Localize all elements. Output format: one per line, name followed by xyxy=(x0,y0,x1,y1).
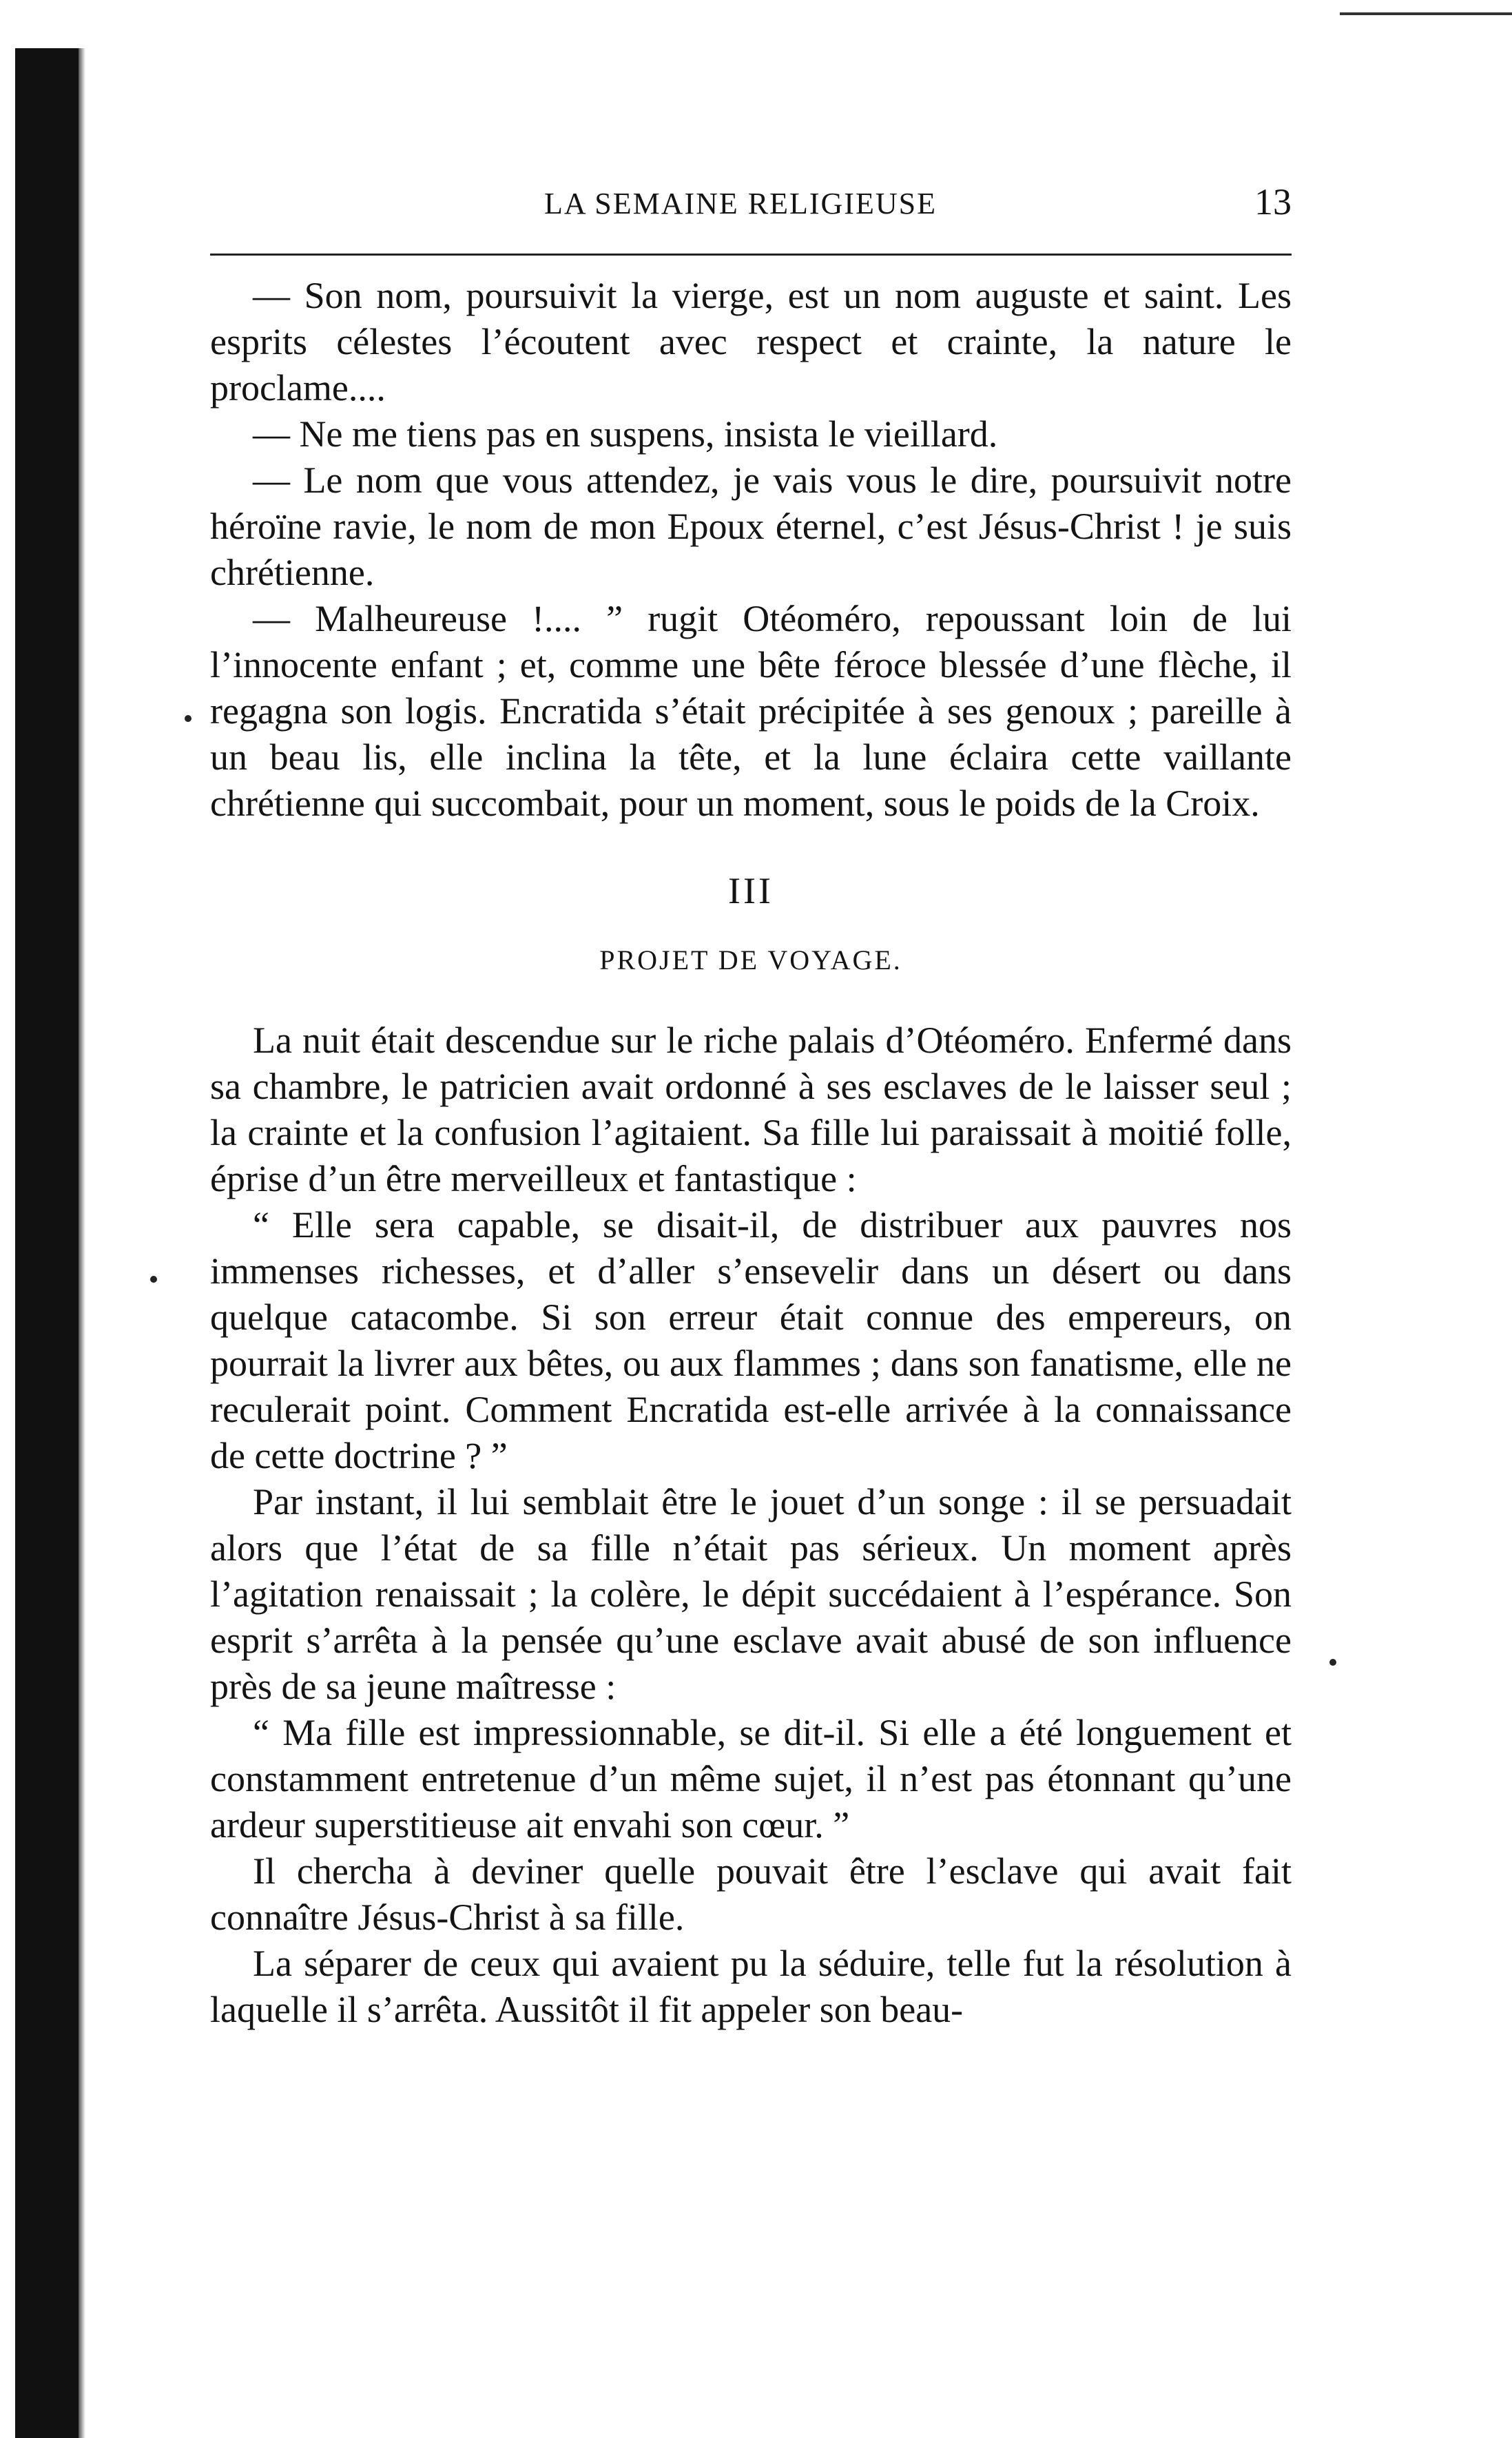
margin-speck xyxy=(185,715,191,722)
section-title: PROJET DE VOYAGE. xyxy=(599,944,902,975)
paragraph: Il chercha à deviner quelle pouvait être l’esclave qui avait fait connaître Jésus-Christ à sa fille. xyxy=(210,1850,1292,1938)
paragraph: “ Elle sera capable, se disait-il, de distribuer aux pauvres nos immenses richesses, et d’aller s’ensevelir dans un désert ou dans quelque catacombe. Si son erreur était connue des empereurs, on pourrait la livrer aux bêtes, ou aux flammes ; dans son fanatisme, elle ne reculerait point. Comment Encratida est-elle arrivée à la connaissance de cette doctrine ? ” xyxy=(210,1204,1292,1476)
header-rule xyxy=(210,254,1292,256)
section-number: III xyxy=(728,870,774,911)
paragraph: — Ne me tiens pas en suspens, insista le vieillard. xyxy=(253,413,998,455)
margin-speck xyxy=(150,1276,157,1283)
running-title: LA SEMAINE RELIGIEUSE xyxy=(544,187,937,220)
page-number: 13 xyxy=(1254,181,1292,223)
paragraph: Par instant, il lui semblait être le jouet d’un songe : il se persuadait alors que l’état de sa fille n’était pas sérieux. Un moment après l’agitation renaissait ; la colère, le dépit succédaient à l’espérance. Son esprit s’arrêta à la pensée qu’une esclave avait abusé de son influence près de sa jeune maîtresse : xyxy=(210,1481,1292,1707)
page-binding-edge xyxy=(15,48,79,2438)
top-right-rule xyxy=(1340,12,1512,15)
paragraph: — Malheureuse !.... ” rugit Otéoméro, repoussant loin de lui l’innocente enfant ; et, comme une bête féroce blessée d’une flèche, il regagna son logis. Encratida s’était précipitée à ses genoux ; pareille à un beau lis, elle inclina la tête, et la lune éclaira cette vaillante chrétienne qui succombait, pour un moment, sous le poids de la Croix. xyxy=(210,598,1292,824)
paragraph: “ Ma fille est impressionnable, se dit-il. Si elle a été longuement et constamment entretenue d’un même sujet, il n’est pas étonnant qu’une ardeur superstitieuse ait envahi son cœur. ” xyxy=(210,1712,1292,1846)
margin-speck xyxy=(1329,1659,1336,1666)
page-text xyxy=(210,273,1292,2033)
paragraph: La séparer de ceux qui avaient pu la séduire, telle fut la résolution à laquelle il s’arrêta. Aussitôt il fit appeler son beau- xyxy=(210,1943,1292,2030)
paragraph: La nuit était descendue sur le riche palais d’Otéoméro. Enfermé dans sa chambre, le patricien avait ordonné à ses esclaves de le laisser seul ; la crainte et la confusion l’agitaient. Sa fille lui paraissait à moitié folle, éprise d’un être merveilleux et fantastique : xyxy=(210,1020,1292,1199)
paragraph: — Le nom que vous attendez, je vais vous le dire, poursuivit notre héroïne ravie, le nom de mon Epoux éternel, c’est Jésus-Christ ! je suis chrétienne. xyxy=(210,459,1292,593)
paragraph: — Son nom, poursuivit la vierge, est un nom auguste et saint. Les esprits célestes l’écoutent avec respect et crainte, la nature le proclame.... xyxy=(210,275,1292,409)
running-head xyxy=(210,180,1292,229)
